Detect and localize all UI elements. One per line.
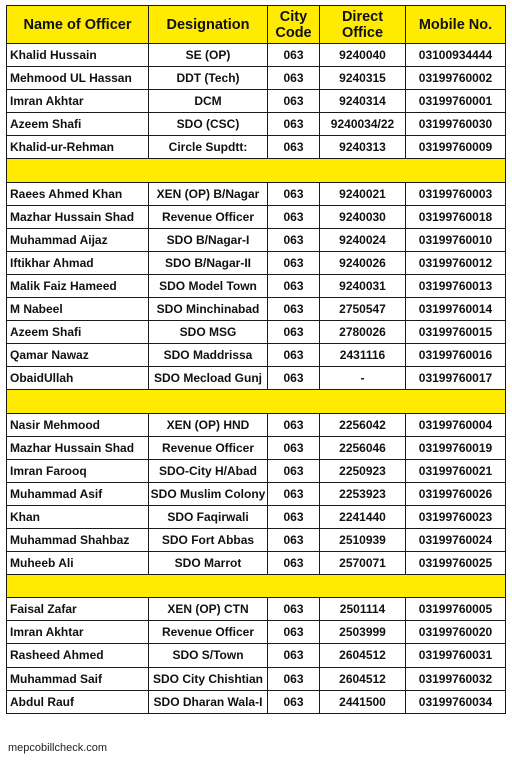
designation-cell: SDO B/Nagar-I xyxy=(149,228,268,251)
header-direct-office: Direct Office xyxy=(320,6,406,44)
footer-website: mepcobillcheck.com xyxy=(8,742,108,754)
table-body xyxy=(7,44,506,714)
city-code-cell: 063 xyxy=(268,113,320,136)
city-code-cell: 063 xyxy=(268,621,320,644)
section-separator-row xyxy=(7,159,506,182)
mobile-number-cell: 03199760010 xyxy=(406,228,506,251)
header-mobile-no: Mobile No. xyxy=(406,6,506,44)
officer-name-cell: Raees Ahmed Khan xyxy=(7,182,149,205)
section-separator-row xyxy=(7,575,506,598)
direct-office-cell: 9240040 xyxy=(320,44,406,67)
officer-name-cell: Iftikhar Ahmad xyxy=(7,251,149,274)
header-designation: Designation xyxy=(149,6,268,44)
officer-name-cell: Malik Faiz Hameed xyxy=(7,274,149,297)
city-code-cell: 063 xyxy=(268,251,320,274)
designation-cell: SDO (CSC) xyxy=(149,113,268,136)
city-code-cell: 063 xyxy=(268,552,320,575)
officer-name-cell: Mazhar Hussain Shad xyxy=(7,205,149,228)
mobile-number-cell: 03199760017 xyxy=(406,367,506,390)
city-code-cell: 063 xyxy=(268,367,320,390)
mobile-number-cell: 03199760015 xyxy=(406,321,506,344)
designation-cell: SE (OP) xyxy=(149,44,268,67)
officer-name-cell: Azeem Shafi xyxy=(7,113,149,136)
mobile-number-cell: 03199760020 xyxy=(406,621,506,644)
table-row xyxy=(7,367,506,390)
city-code-cell: 063 xyxy=(268,644,320,667)
direct-office-cell: 9240314 xyxy=(320,90,406,113)
direct-office-cell: 2501114 xyxy=(320,598,406,621)
city-code-cell: 063 xyxy=(268,528,320,551)
mobile-number-cell: 03199760019 xyxy=(406,436,506,459)
direct-office-cell: 2241440 xyxy=(320,505,406,528)
direct-office-cell: 9240026 xyxy=(320,251,406,274)
city-code-cell: 063 xyxy=(268,413,320,436)
mobile-number-cell: 03199760032 xyxy=(406,667,506,690)
table-row xyxy=(7,459,506,482)
designation-cell: XEN (OP) B/Nagar xyxy=(149,182,268,205)
designation-cell: Revenue Officer xyxy=(149,205,268,228)
city-code-cell: 063 xyxy=(268,67,320,90)
officer-name-cell: Mehmood UL Hassan xyxy=(7,67,149,90)
designation-cell: SDO Muslim Colony xyxy=(149,482,268,505)
city-code-cell: 063 xyxy=(268,344,320,367)
mobile-number-cell: 03199760014 xyxy=(406,298,506,321)
designation-cell: SDO City Chishtian xyxy=(149,667,268,690)
mobile-number-cell: 03199760021 xyxy=(406,459,506,482)
designation-cell: SDO Fort Abbas xyxy=(149,528,268,551)
section-separator xyxy=(7,390,506,413)
mobile-number-cell: 03199760005 xyxy=(406,598,506,621)
mobile-number-cell: 03199760013 xyxy=(406,274,506,297)
direct-office-cell: 9240034/22 xyxy=(320,113,406,136)
officer-name-cell: Khalid Hussain xyxy=(7,44,149,67)
city-code-cell: 063 xyxy=(268,459,320,482)
city-code-cell: 063 xyxy=(268,598,320,621)
city-code-cell: 063 xyxy=(268,690,320,713)
table-row xyxy=(7,598,506,621)
city-code-cell: 063 xyxy=(268,667,320,690)
officer-name-cell: Rasheed Ahmed xyxy=(7,644,149,667)
direct-office-cell: 9240024 xyxy=(320,228,406,251)
direct-office-cell: 2256046 xyxy=(320,436,406,459)
designation-cell: Revenue Officer xyxy=(149,436,268,459)
mobile-number-cell: 03199760009 xyxy=(406,136,506,159)
designation-cell: SDO Mecload Gunj xyxy=(149,367,268,390)
officer-name-cell: Qamar Nawaz xyxy=(7,344,149,367)
table-row xyxy=(7,228,506,251)
table-row xyxy=(7,436,506,459)
city-code-cell: 063 xyxy=(268,436,320,459)
city-code-cell: 063 xyxy=(268,136,320,159)
table-row xyxy=(7,644,506,667)
officer-name-cell: Imran Akhtar xyxy=(7,621,149,644)
header-city-code: City Code xyxy=(268,6,320,44)
mobile-number-cell: 03199760012 xyxy=(406,251,506,274)
designation-cell: SDO Marrot xyxy=(149,552,268,575)
table-row xyxy=(7,482,506,505)
designation-cell: SDO Minchinabad xyxy=(149,298,268,321)
direct-office-cell: 9240030 xyxy=(320,205,406,228)
direct-office-cell: 9240315 xyxy=(320,67,406,90)
mobile-number-cell: 03199760031 xyxy=(406,644,506,667)
officer-name-cell: Muhammad Aijaz xyxy=(7,228,149,251)
table-row xyxy=(7,182,506,205)
table-row xyxy=(7,505,506,528)
section-separator xyxy=(7,159,506,182)
mobile-number-cell: 03199760016 xyxy=(406,344,506,367)
officer-name-cell: Muheeb Ali xyxy=(7,552,149,575)
table-row xyxy=(7,67,506,90)
officer-name-cell: Imran Farooq xyxy=(7,459,149,482)
table-row xyxy=(7,298,506,321)
officer-directory xyxy=(6,5,505,714)
mobile-number-cell: 03199760025 xyxy=(406,552,506,575)
officer-name-cell: Nasir Mehmood xyxy=(7,413,149,436)
direct-office-cell: 2510939 xyxy=(320,528,406,551)
mobile-number-cell: 03199760023 xyxy=(406,505,506,528)
officer-name-cell: Imran Akhtar xyxy=(7,90,149,113)
city-code-cell: 063 xyxy=(268,44,320,67)
direct-office-cell: 9240031 xyxy=(320,274,406,297)
officer-name-cell: Faisal Zafar xyxy=(7,598,149,621)
city-code-cell: 063 xyxy=(268,321,320,344)
direct-office-cell: 2780026 xyxy=(320,321,406,344)
table-row xyxy=(7,251,506,274)
table-row xyxy=(7,621,506,644)
mobile-number-cell: 03199760018 xyxy=(406,205,506,228)
designation-cell: SDO-City H/Abad xyxy=(149,459,268,482)
city-code-cell: 063 xyxy=(268,90,320,113)
mobile-number-cell: 03199760030 xyxy=(406,113,506,136)
mobile-number-cell: 03100934444 xyxy=(406,44,506,67)
designation-cell: XEN (OP) HND xyxy=(149,413,268,436)
table-row xyxy=(7,413,506,436)
table-row xyxy=(7,552,506,575)
table-row xyxy=(7,136,506,159)
officer-name-cell: Mazhar Hussain Shad xyxy=(7,436,149,459)
designation-cell: Circle Supdtt: xyxy=(149,136,268,159)
table-row xyxy=(7,690,506,713)
table-row xyxy=(7,528,506,551)
officer-name-cell: M Nabeel xyxy=(7,298,149,321)
table-row xyxy=(7,667,506,690)
mobile-number-cell: 03199760002 xyxy=(406,67,506,90)
direct-office-cell: 2441500 xyxy=(320,690,406,713)
direct-office-cell: 2250923 xyxy=(320,459,406,482)
designation-cell: XEN (OP) CTN xyxy=(149,598,268,621)
city-code-cell: 063 xyxy=(268,182,320,205)
table-row xyxy=(7,274,506,297)
direct-office-cell: 2256042 xyxy=(320,413,406,436)
designation-cell: SDO S/Town xyxy=(149,644,268,667)
officer-name-cell: ObaidUllah xyxy=(7,367,149,390)
city-code-cell: 063 xyxy=(268,274,320,297)
table-row xyxy=(7,344,506,367)
direct-office-cell: 2253923 xyxy=(320,482,406,505)
table-row xyxy=(7,90,506,113)
direct-office-cell: 2570071 xyxy=(320,552,406,575)
header-name-of-officer: Name of Officer xyxy=(7,6,149,44)
direct-office-cell: 9240021 xyxy=(320,182,406,205)
mobile-number-cell: 03199760034 xyxy=(406,690,506,713)
designation-cell: SDO Maddrissa xyxy=(149,344,268,367)
officer-table xyxy=(6,5,506,714)
designation-cell: SDO Faqirwali xyxy=(149,505,268,528)
designation-cell: DDT (Tech) xyxy=(149,67,268,90)
designation-cell: Revenue Officer xyxy=(149,621,268,644)
officer-name-cell: Azeem Shafi xyxy=(7,321,149,344)
direct-office-cell: 2431116 xyxy=(320,344,406,367)
officer-name-cell: Muhammad Shahbaz xyxy=(7,528,149,551)
city-code-cell: 063 xyxy=(268,298,320,321)
direct-office-cell: 2750547 xyxy=(320,298,406,321)
city-code-cell: 063 xyxy=(268,228,320,251)
officer-name-cell: Khan xyxy=(7,505,149,528)
officer-name-cell: Muhammad Saif xyxy=(7,667,149,690)
designation-cell: SDO Model Town xyxy=(149,274,268,297)
mobile-number-cell: 03199760001 xyxy=(406,90,506,113)
table-row xyxy=(7,205,506,228)
officer-name-cell: Abdul Rauf xyxy=(7,690,149,713)
direct-office-cell: 2604512 xyxy=(320,644,406,667)
mobile-number-cell: 03199760003 xyxy=(406,182,506,205)
direct-office-cell: 9240313 xyxy=(320,136,406,159)
table-row xyxy=(7,321,506,344)
officer-name-cell: Muhammad Asif xyxy=(7,482,149,505)
section-separator-row xyxy=(7,390,506,413)
mobile-number-cell: 03199760026 xyxy=(406,482,506,505)
table-header-row xyxy=(7,6,506,44)
designation-cell: SDO MSG xyxy=(149,321,268,344)
section-separator xyxy=(7,575,506,598)
city-code-cell: 063 xyxy=(268,205,320,228)
city-code-cell: 063 xyxy=(268,482,320,505)
direct-office-cell: 2604512 xyxy=(320,667,406,690)
designation-cell: DCM xyxy=(149,90,268,113)
direct-office-cell: 2503999 xyxy=(320,621,406,644)
designation-cell: SDO B/Nagar-II xyxy=(149,251,268,274)
officer-name-cell: Khalid-ur-Rehman xyxy=(7,136,149,159)
direct-office-cell: - xyxy=(320,367,406,390)
table-row xyxy=(7,44,506,67)
designation-cell: SDO Dharan Wala-I xyxy=(149,690,268,713)
mobile-number-cell: 03199760004 xyxy=(406,413,506,436)
table-row xyxy=(7,113,506,136)
mobile-number-cell: 03199760024 xyxy=(406,528,506,551)
city-code-cell: 063 xyxy=(268,505,320,528)
